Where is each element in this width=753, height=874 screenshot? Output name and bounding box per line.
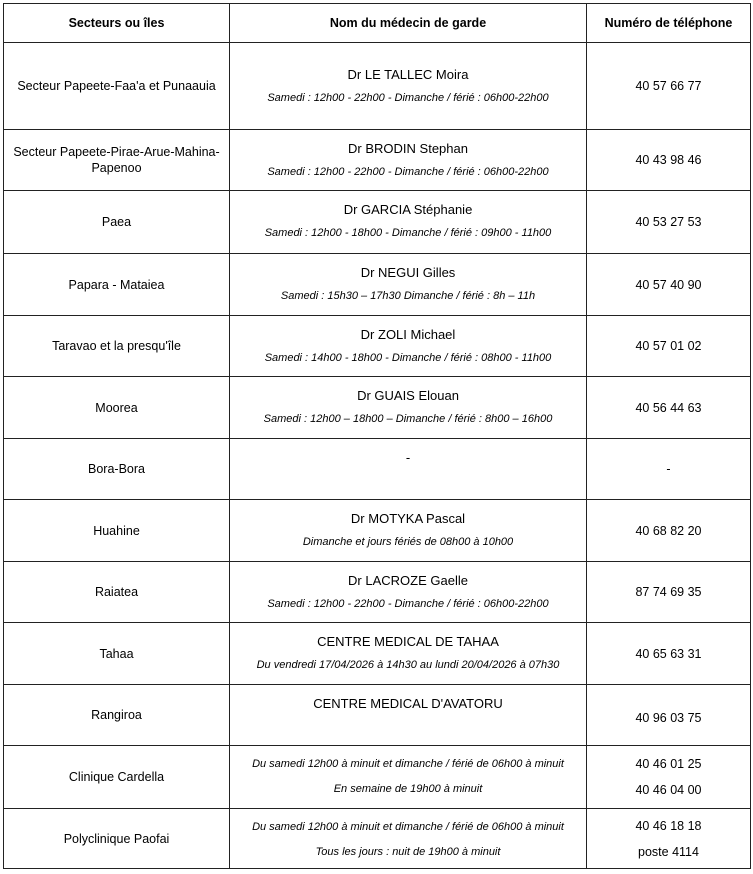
sector-cell: Moorea: [4, 377, 230, 439]
table-row: [4, 809, 751, 869]
table-row: [4, 500, 751, 562]
doctor-hours: Samedi : 12h00 - 22h00 - Dimanche / férié : 06h00-22h00: [267, 598, 549, 610]
doctor-name: Dr MOTYKA Pascal: [350, 511, 466, 526]
table-row: [4, 43, 751, 130]
header-doctor: Nom du médecin de garde: [230, 4, 587, 43]
phone-number-2: 40 46 04 00: [635, 783, 702, 797]
clinic-hours-line-2: Tous les jours : nuit de 19h00 à minuit: [315, 846, 501, 858]
doctor-hours: Samedi : 12h00 – 18h00 – Dimanche / férié : 8h00 – 16h00: [263, 413, 553, 425]
sector-cell: Rangiroa: [4, 685, 230, 746]
clinic-hours-cell: [230, 809, 587, 869]
sector-cell: Papara - Mataiea: [4, 254, 230, 316]
doctor-hours: Samedi : 12h00 - 22h00 - Dimanche / férié : 06h00-22h00: [267, 92, 549, 104]
doctor-name: CENTRE MEDICAL DE TAHAA: [317, 634, 499, 649]
doctor-name: Dr NEGUI Gilles: [360, 265, 456, 280]
doctor-hours: Samedi : 12h00 - 22h00 - Dimanche / férié : 06h00-22h00: [267, 166, 549, 178]
doctor-name: -: [405, 450, 411, 465]
phone-cell: 40 56 44 63: [587, 377, 751, 439]
sector-cell: Polyclinique Paofai: [4, 809, 230, 869]
doctor-hours: Samedi : 15h30 – 17h30 Dimanche / férié : 8h – 11h: [280, 290, 536, 302]
sector-cell: Tahaa: [4, 623, 230, 685]
doctor-name: CENTRE MEDICAL D'AVATORU: [313, 696, 503, 711]
sector-cell: Clinique Cardella: [4, 746, 230, 809]
doctor-cell: [230, 377, 587, 439]
doctor-cell: [230, 130, 587, 191]
sector-cell: Secteur Papeete-Pirae-Arue-Mahina-Papenoo: [4, 130, 230, 191]
table-row: [4, 685, 751, 746]
header-row: [4, 4, 751, 43]
phone-cell: 40 96 03 75: [587, 685, 751, 746]
table-row: [4, 746, 751, 809]
table-row: [4, 377, 751, 439]
sector-cell: Huahine: [4, 500, 230, 562]
sector-cell: Taravao et la presqu'île: [4, 316, 230, 377]
doctor-cell: [230, 254, 587, 316]
sector-cell: Bora-Bora: [4, 439, 230, 500]
doctor-cell: [230, 439, 587, 500]
header-sector: Secteurs ou îles: [4, 4, 230, 43]
phone-number-1: 40 46 01 25: [635, 757, 702, 771]
table-row: [4, 254, 751, 316]
table-row: [4, 623, 751, 685]
table-row: [4, 191, 751, 254]
phone-cell: 40 68 82 20: [587, 500, 751, 562]
on-call-doctors-table: [3, 3, 751, 869]
doctor-cell: [230, 43, 587, 130]
doctor-cell: [230, 562, 587, 623]
clinic-hours-cell: [230, 746, 587, 809]
doctor-hours: Du vendredi 17/04/2026 à 14h30 au lundi 20/04/2026 à 07h30: [256, 659, 560, 671]
doctor-cell: [230, 191, 587, 254]
doctor-name: Dr GARCIA Stéphanie: [343, 202, 473, 217]
doctor-name: Dr GUAIS Elouan: [357, 388, 459, 403]
doctor-cell: [230, 316, 587, 377]
doctor-name: Dr ZOLI Michael: [360, 327, 456, 342]
phone-cell: 40 65 63 31: [587, 623, 751, 685]
table-row: [4, 562, 751, 623]
clinic-hours-line-1: Du samedi 12h00 à minuit et dimanche / férié de 06h00 à minuit: [252, 821, 564, 833]
phone-cell: 40 43 98 46: [587, 130, 751, 191]
table-row: [4, 316, 751, 377]
sector-cell: Secteur Papeete-Faa'a et Punaauia: [4, 43, 230, 130]
phone-cell: 40 53 27 53: [587, 191, 751, 254]
table-row: [4, 130, 751, 191]
phone-cell: 40 57 66 77: [587, 43, 751, 130]
phone-cell: 40 57 40 90: [587, 254, 751, 316]
phone-cell: 87 74 69 35: [587, 562, 751, 623]
doctor-hours: Dimanche et jours fériés de 08h00 à 10h00: [302, 536, 514, 548]
doctor-cell: [230, 623, 587, 685]
doctor-hours: Samedi : 12h00 - 18h00 - Dimanche / férié : 09h00 - 11h00: [264, 227, 552, 239]
sector-cell: Raiatea: [4, 562, 230, 623]
doctor-cell: [230, 685, 587, 746]
phone-cell: 40 57 01 02: [587, 316, 751, 377]
sector-cell: Paea: [4, 191, 230, 254]
doctor-name: Dr BRODIN Stephan: [348, 141, 468, 156]
doctor-hours: Samedi : 14h00 - 18h00 - Dimanche / férié : 08h00 - 11h00: [264, 352, 552, 364]
doctor-name: Dr LE TALLEC Moira: [347, 67, 469, 82]
doctor-name: Dr LACROZE Gaelle: [348, 573, 468, 588]
table-row: [4, 439, 751, 500]
clinic-hours-line-2: En semaine de 19h00 à minuit: [333, 783, 483, 795]
phone-cell: [587, 746, 751, 809]
doctor-cell: [230, 500, 587, 562]
phone-cell: -: [587, 439, 751, 500]
header-phone: Numéro de téléphone: [587, 4, 751, 43]
clinic-hours-line-1: Du samedi 12h00 à minuit et dimanche / férié de 06h00 à minuit: [252, 758, 564, 770]
phone-number-1: 40 46 18 18: [635, 818, 702, 833]
phone-cell: [587, 809, 751, 869]
phone-number-2: poste 4114: [638, 844, 699, 859]
